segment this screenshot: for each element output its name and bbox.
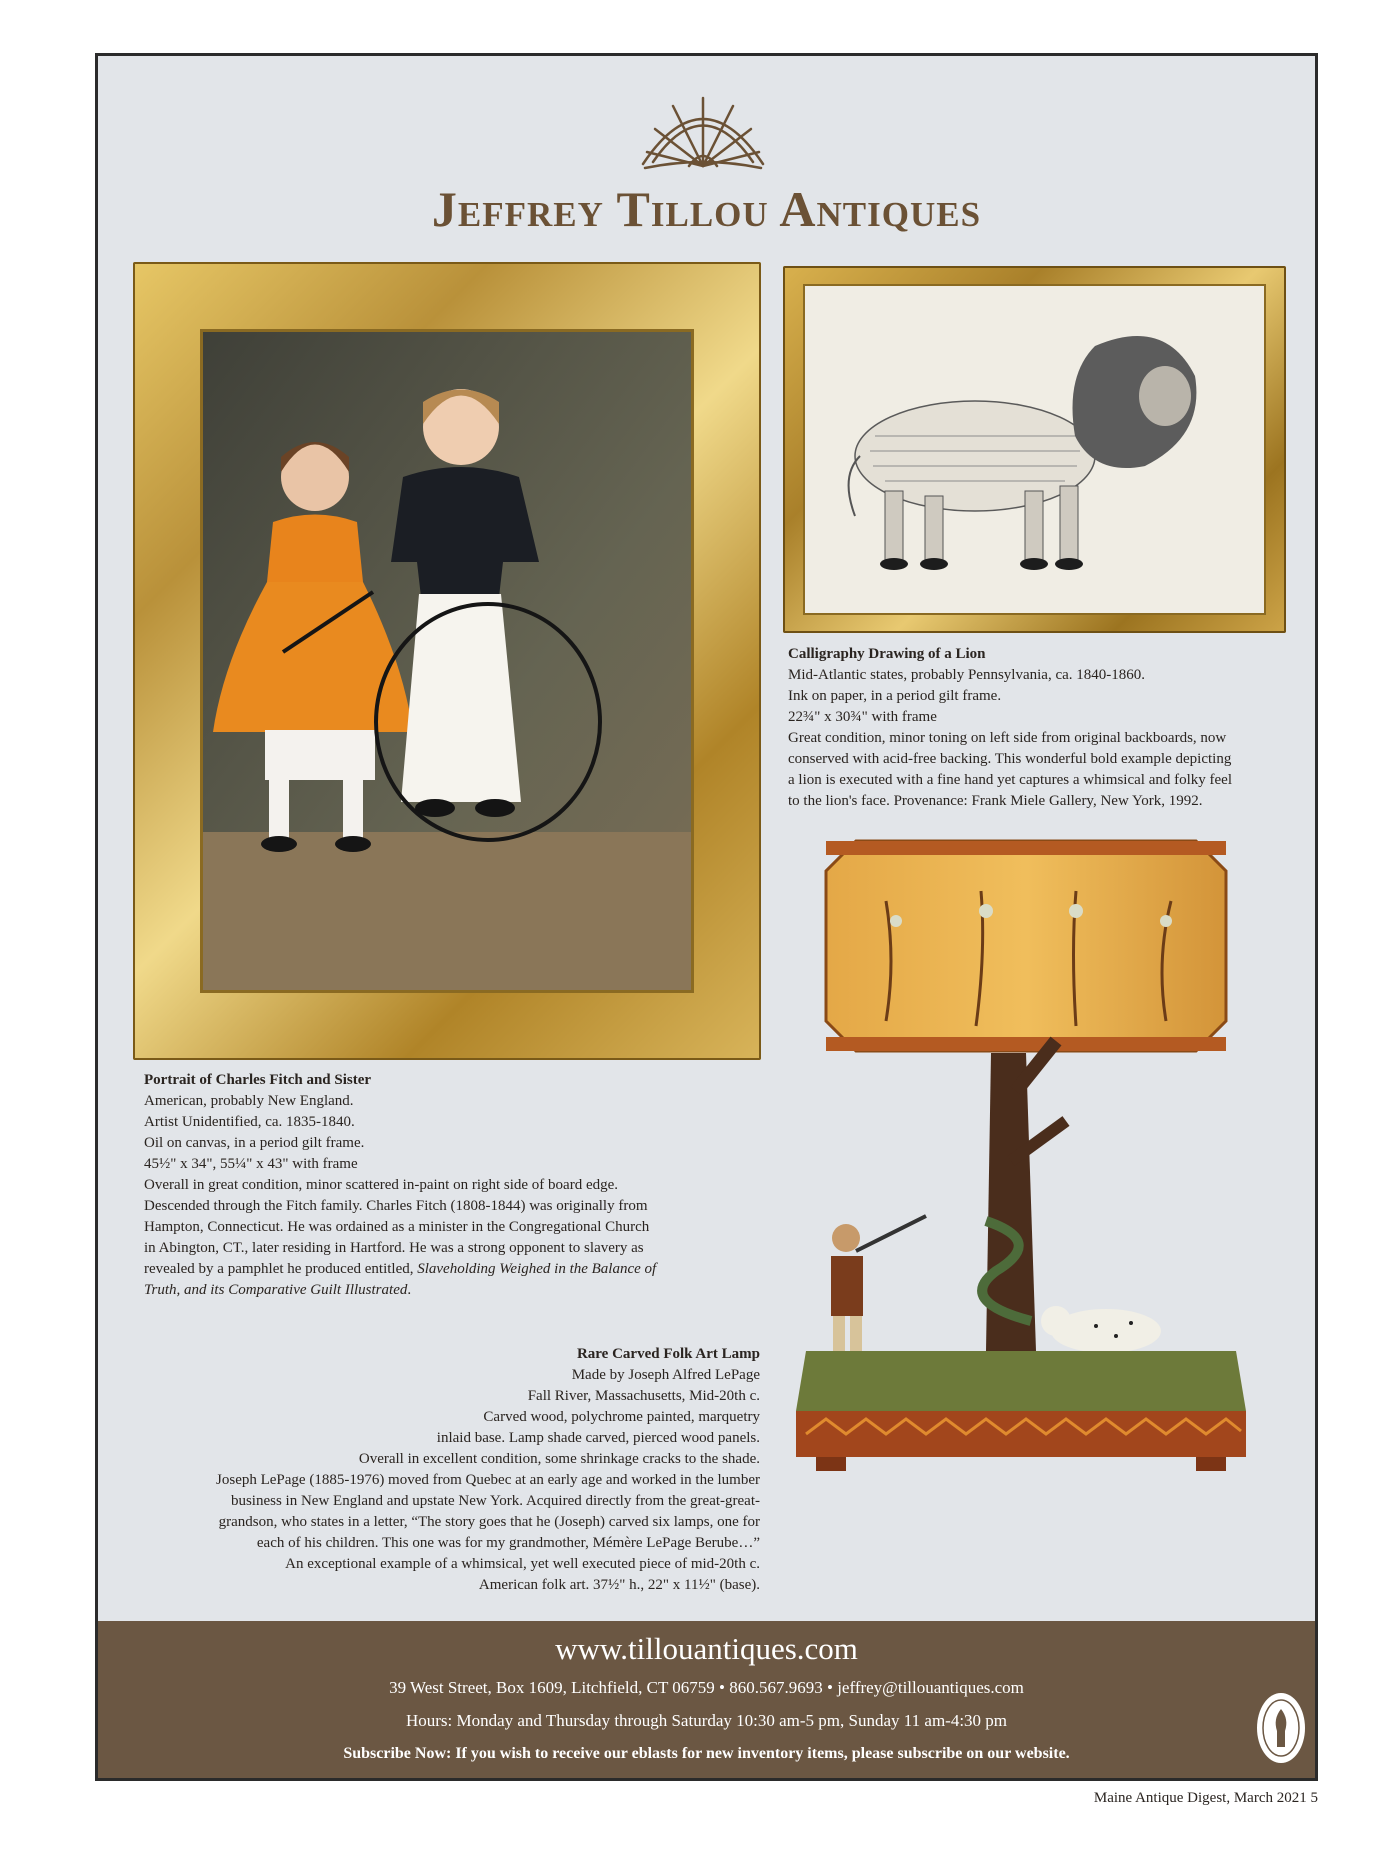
- portrait-line: 45½" x 34", 55¼" x 43" with frame: [144, 1156, 358, 1172]
- dealers-association-seal-icon: [1255, 1691, 1307, 1765]
- portrait-line: Overall in great condition, minor scattered in-paint on right side of board edge.: [144, 1177, 619, 1193]
- folk-art-lamp-photo: [786, 831, 1276, 1614]
- portrait-line: American, probably New England.: [144, 1093, 354, 1109]
- lion-line: Great condition, minor toning on left side from original backboards, now: [788, 730, 1227, 746]
- lion-line: Ink on paper, in a period gilt frame.: [788, 688, 1002, 704]
- portrait-line: Artist Unidentified, ca. 1835-1840.: [144, 1114, 355, 1130]
- lamp-line: An exceptional example of a whimsical, yet well executed piece of mid-20th c.: [285, 1556, 760, 1572]
- portrait-caption: [144, 1070, 794, 1301]
- portrait-line: in Abington, CT., later residing in Hartford. He was a strong opponent to slavery as: [144, 1240, 644, 1256]
- portrait-line: Oil on canvas, in a period gilt frame.: [144, 1135, 365, 1151]
- lamp-line: Made by Joseph Alfred LePage: [571, 1367, 760, 1383]
- portrait-line: Descended through the Fitch family. Charles Fitch (1808-1844) was originally from: [144, 1198, 648, 1214]
- lion-title: Calligraphy Drawing of a Lion: [788, 646, 986, 662]
- shell-logo-icon: [633, 84, 773, 176]
- lion-line: Mid-Atlantic states, probably Pennsylvania, ca. 1840-1860.: [788, 667, 1146, 683]
- brand-title: Jeffrey Tillou Antiques: [431, 181, 982, 237]
- lamp-title: Rare Carved Folk Art Lamp: [576, 1346, 760, 1362]
- lamp-line: business in New England and upstate New York. Acquired directly from the great-great-: [230, 1493, 760, 1509]
- portrait-title: Portrait of Charles Fitch and Sister: [144, 1072, 372, 1088]
- lamp-caption: [118, 1344, 760, 1596]
- website-url[interactable]: www.tillouantiques.com: [555, 1631, 858, 1666]
- portrait-line: [144, 1280, 794, 1301]
- lion-line: 22¾" x 30¾" with frame: [788, 709, 937, 725]
- portrait-painting-frame: [133, 262, 761, 1060]
- lamp-line: each of his children. This one was for my grandmother, Mémère LePage Berube…”: [256, 1535, 760, 1551]
- lion-line: to the lion's face. Provenance: Frank Miele Gallery, New York, 1992.: [788, 793, 1203, 809]
- lion-caption: [788, 644, 1293, 812]
- pamphlet-title: Slaveholding Weighed in the Balance of: [417, 1261, 657, 1277]
- lamp-line: Carved wood, polychrome painted, marquetry: [483, 1409, 760, 1425]
- lamp-line: inlaid base. Lamp shade carved, pierced wood panels.: [436, 1430, 760, 1446]
- contact-address: 39 West Street, Box 1609, Litchfield, CT 06759 • 860.567.9693 • jeffrey@tillouantiques.com: [389, 1678, 1024, 1697]
- lion-drawing: [805, 286, 1264, 613]
- lamp-line: grandson, who states in a letter, “The story goes that he (Joseph) carved six lamps, one for: [218, 1514, 760, 1530]
- publication-footer: Maine Antique Digest, March 2021 5: [1093, 1790, 1318, 1806]
- portrait-end: .: [407, 1282, 412, 1298]
- lion-line: conserved with acid-free backing. This wonderful bold example depicting: [788, 751, 1232, 767]
- lion-drawing-frame: [783, 266, 1286, 633]
- portrait-text: revealed by a pamphlet he produced entitled,: [144, 1261, 418, 1277]
- advertisement: [95, 53, 1318, 1781]
- lamp-line: Fall River, Massachusetts, Mid-20th c.: [527, 1388, 760, 1404]
- footer-bar: [98, 1621, 1315, 1778]
- store-hours: Hours: Monday and Thursday through Saturday 10:30 am-5 pm, Sunday 11 am-4:30 pm: [405, 1711, 1008, 1730]
- lamp-line: Joseph LePage (1885-1976) moved from Quebec at an early age and worked in the lumber: [216, 1472, 760, 1488]
- pamphlet-title-cont: Truth, and its Comparative Guilt Illustrated: [144, 1282, 408, 1298]
- portrait-painting: [203, 332, 691, 990]
- lamp-line: Overall in excellent condition, some shrinkage cracks to the shade.: [358, 1451, 760, 1467]
- lamp-line: American folk art. 37½" h., 22" x 11½" (base).: [478, 1577, 760, 1593]
- subscribe-note: Subscribe Now: If you wish to receive our eblasts for new inventory items, please subscribe on our website.: [343, 1745, 1070, 1762]
- lion-line: a lion is executed with a fine hand yet captures a whimsical and folky feel: [788, 772, 1233, 788]
- portrait-line: [144, 1259, 794, 1280]
- portrait-line: Hampton, Connecticut. He was ordained as a minister in the Congregational Church: [144, 1219, 650, 1235]
